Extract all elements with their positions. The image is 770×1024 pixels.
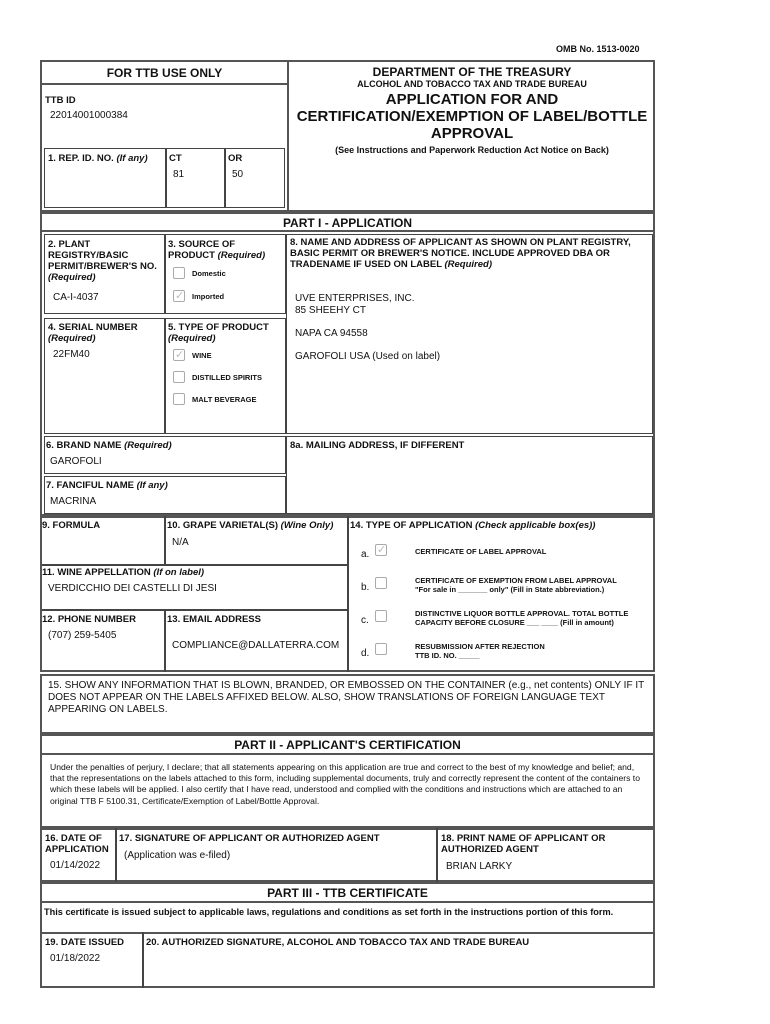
bottle-approval-checkbox[interactable] [375, 610, 387, 622]
malt-checkbox[interactable] [173, 393, 185, 405]
form-title-1: APPLICATION FOR AND [385, 91, 559, 108]
opt-d-letter: d. [361, 648, 370, 659]
wine-label: WINE [192, 351, 212, 360]
serial-value: 22FM40 [53, 349, 90, 360]
opt-b-text-1: CERTIFICATE OF EXEMPTION FROM LABEL APPROVAL [415, 576, 617, 585]
opt-b-text-2: "For sale in _______ only" (Fill in State abbreviation.) [415, 585, 605, 594]
phone-label: 12. PHONE NUMBER [42, 614, 136, 625]
imported-checkbox[interactable] [173, 290, 185, 302]
wine-checkbox[interactable] [173, 349, 185, 361]
ct-label: CT [169, 153, 182, 164]
date-issued-label: 19. DATE ISSUED [45, 937, 125, 948]
certificate-text: This certificate is issued subject to applicable laws, regulations and conditions as set forth in the instructions portion of this form. [44, 907, 614, 917]
domestic-label: Domestic [192, 269, 226, 278]
apptype-label: 14. TYPE OF APPLICATION (Check applicable box(es)) [350, 520, 596, 531]
type-label: 5. TYPE OF PRODUCT (Required) [168, 322, 269, 344]
brand-label: 6. BRAND NAME (Required) [46, 440, 172, 451]
opt-a-letter: a. [361, 549, 370, 560]
applicant-name: UVE ENTERPRISES, INC. [295, 293, 415, 304]
fanciful-label: 7. FANCIFUL NAME (If any) [46, 480, 168, 491]
opt-d-text-2: TTB ID. NO. _____ [415, 651, 480, 660]
appellation-label: 11. WINE APPELLATION (If on label) [42, 567, 205, 578]
part1-title: PART I - APPLICATION [282, 216, 413, 230]
opt-b-letter: b. [361, 582, 370, 593]
form-title-2: CERTIFICATION/EXEMPTION OF LABEL/BOTTLE [296, 108, 648, 125]
authorized-signature-label: 20. AUTHORIZED SIGNATURE, ALCOHOL AND TOBACCO TAX AND TRADE BUREAU [146, 937, 530, 948]
part3-title: PART III - TTB CERTIFICATE [267, 886, 428, 900]
spirits-label: DISTILLED SPIRITS [192, 373, 263, 382]
signature-label: 17. SIGNATURE OF APPLICANT OR AUTHORIZED AGENT [119, 833, 380, 844]
grape-label: 10. GRAPE VARIETAL(S) (Wine Only) [167, 520, 334, 531]
opt-c-letter: c. [361, 615, 369, 626]
dept-bureau: ALCOHOL AND TOBACCO TAX AND TRADE BUREAU [357, 79, 587, 89]
applicant-dba: GAROFOLI USA (Used on label) [295, 351, 441, 362]
ttb-use-title: FOR TTB USE ONLY [106, 66, 223, 80]
print-name-value: BRIAN LARKY [446, 861, 513, 872]
brand-value: GAROFOLI [50, 456, 102, 467]
print-name-label: 18. PRINT NAME OF APPLICANT OR AUTHORIZED AGENT [441, 833, 606, 855]
date-app-label: 16. DATE OF APPLICATION [45, 833, 109, 855]
certification-text: Under the penalties of perjury, I declare; that all statements appearing on this application are true and correct to the best of my knowledge and belief; and, that the representations on the labels attached to this form, including supplemental documents, truly and correctly represent the content of the containers to which these labels will be applied. I also certify that I have read, understood and complied with the conditions and instructions which are attached to an original TTB F 5100.31, Certificate/Exemption of Label/Bottle Approval. [50, 762, 640, 806]
appellation-value: VERDICCHIO DEI CASTELLI DI JESI [48, 583, 217, 594]
malt-label: MALT BEVERAGE [192, 395, 257, 404]
plant-value: CA-I-4037 [53, 292, 99, 303]
signature-value: (Application was e-filed) [124, 850, 231, 861]
plant-label: 2. PLANT REGISTRY/BASIC PERMIT/BREWER'S NO. (Required) [48, 239, 157, 283]
resubmission-checkbox[interactable] [375, 643, 387, 655]
info-text: 15. SHOW ANY INFORMATION THAT IS BLOWN, BRANDED, OR EMBOSSED ON THE CONTAINER (e.g., net contents) ONLY IF IT DOES NOT APPEAR ON THE LABELS AFFIXED BELOW. ALSO, SHOW TRANSLATIONS OF FOREIGN LANGUAGE TEXT APPEARING ON LABELS. [48, 680, 645, 715]
dept-title: DEPARTMENT OF THE TREASURY [372, 65, 572, 79]
opt-c-text-2: CAPACITY BEFORE CLOSURE ___ ____ (Fill in amount) [415, 618, 614, 627]
date-app-value: 01/14/2022 [50, 860, 101, 871]
applicant-city: NAPA CA 94558 [295, 328, 368, 339]
mailing-label: 8a. MAILING ADDRESS, IF DIFFERENT [290, 440, 465, 451]
part2-title: PART II - APPLICANT'S CERTIFICATION [234, 738, 461, 752]
serial-label: 4. SERIAL NUMBER (Required) [48, 322, 138, 344]
opt-a-text: CERTIFICATE OF LABEL APPROVAL [415, 547, 547, 556]
email-value: COMPLIANCE@DALLATERRA.COM [172, 640, 340, 651]
rep-id-label: 1. REP. ID. NO. (If any) [48, 153, 148, 164]
formula-label: 9. FORMULA [42, 520, 101, 531]
exemption-checkbox[interactable] [375, 577, 387, 589]
form-title-3: APPROVAL [430, 125, 514, 142]
label-approval-checkbox[interactable] [375, 544, 387, 556]
opt-d-text-1: RESUBMISSION AFTER REJECTION [415, 642, 545, 651]
ttb-id-value: 22014001000384 [50, 110, 128, 121]
or-label: OR [228, 153, 243, 164]
domestic-checkbox[interactable] [173, 267, 185, 279]
date-issued-value: 01/18/2022 [50, 953, 101, 964]
source-label: 3. SOURCE OF PRODUCT (Required) [168, 239, 266, 261]
spirits-checkbox[interactable] [173, 371, 185, 383]
applicant-street: 85 SHEEHY CT [295, 305, 366, 316]
phone-value: (707) 259-5405 [48, 630, 117, 641]
ttb-id-label: TTB ID [45, 95, 76, 106]
opt-c-text-1: DISTINCTIVE LIQUOR BOTTLE APPROVAL. TOTAL BOTTLE [415, 609, 629, 618]
email-label: 13. EMAIL ADDRESS [167, 614, 261, 625]
or-value: 50 [232, 169, 244, 180]
imported-label: Imported [192, 292, 225, 301]
applicant-label: 8. NAME AND ADDRESS OF APPLICANT AS SHOWN ON PLANT REGISTRY, BASIC PERMIT OR BREWER'S NOTICE. INCLUDE APPROVED DBA OR TRADENAME IF USED ON LABEL (Required) [290, 237, 631, 270]
grape-value: N/A [172, 537, 189, 548]
dept-note: (See Instructions and Paperwork Reduction Act Notice on Back) [335, 145, 609, 155]
omb-number: OMB No. 1513-0020 [556, 44, 640, 54]
ct-value: 81 [173, 169, 185, 180]
fanciful-value: MACRINA [50, 496, 97, 507]
